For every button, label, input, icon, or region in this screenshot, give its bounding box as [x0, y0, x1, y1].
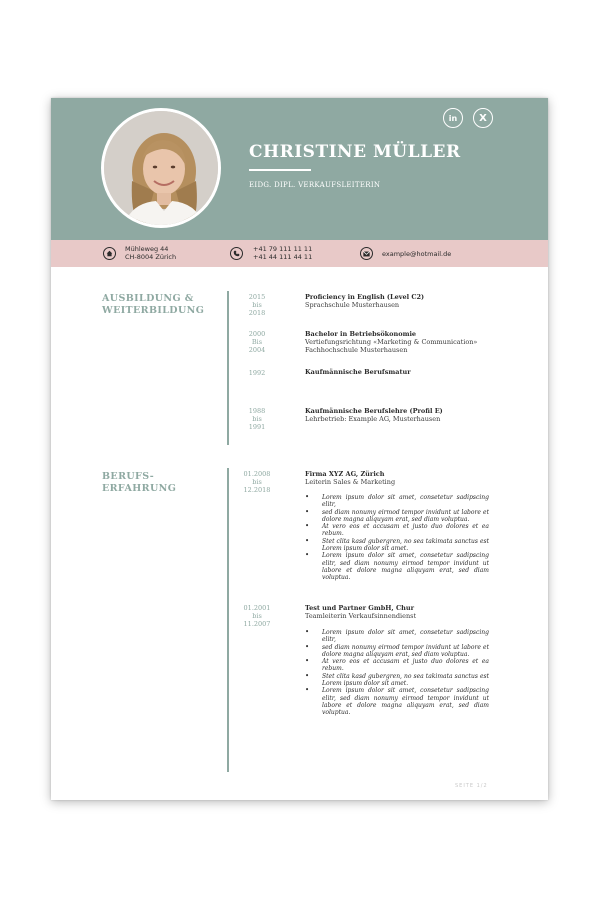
xing-icon[interactable]: X	[473, 108, 493, 128]
address-street: Mühleweg 44	[125, 245, 169, 253]
education-timeline-line	[227, 291, 229, 445]
list-item: • sed diam nonumy eirmod tempor invidunt ut labore et dolore magna aliquyam erat, sed diam voluptua.	[305, 644, 489, 659]
list-item: • Lorem ipsum dolor sit amet, consetetur sadipscing elitr, sed diam nonumy eirmod tempor invidunt ut labore et dolore magna aliquyam erat, sed diam voluptua.	[305, 552, 489, 581]
list-item: • Lorem ipsum dolor sit amet, consetetur sadipscing elitr,	[305, 629, 489, 644]
list-item: • sed diam nonumy eirmod tempor invidunt ut labore et dolore magna aliquyam erat, sed diam voluptua.	[305, 509, 489, 524]
list-item: • Lorem ipsum dolor sit amet, consetetur sadipscing elitr,	[305, 494, 489, 509]
experience-timeline-line	[227, 468, 229, 772]
phone-mobile[interactable]: +41 79 111 11 11	[253, 245, 313, 253]
name-underline	[249, 169, 311, 171]
experience-bullet-list	[305, 629, 489, 717]
address-city: CH-8004 Zürich	[125, 253, 177, 261]
experience-date: 01.2001 bis 11.2007	[243, 604, 271, 628]
education-date: 1992	[248, 369, 266, 377]
email-address[interactable]: example@hotmail.de	[382, 250, 452, 258]
home-icon	[103, 247, 116, 260]
candidate-name: CHRISTINE MÜLLER	[249, 142, 461, 162]
experience-section-title: BERUFS- ERFAHRUNG	[102, 471, 177, 494]
page-number: SEITE 1/2	[455, 783, 488, 789]
list-item: • Lorem ipsum dolor sit amet, consetetur sadipscing elitr, sed diam nonumy eirmod tempor invidunt ut labore et dolore magna aliquyam erat, sed diam voluptua.	[305, 687, 489, 716]
mail-icon	[360, 247, 373, 260]
experience-bullet-list	[305, 494, 489, 582]
profile-photo	[101, 108, 221, 228]
list-item: • At vero eos et accusam et justo duo dolores et ea rebum.	[305, 523, 489, 538]
list-item: • Stet clita kasd gubergren, no sea takimata sanctus est Lorem ipsum dolor sit amet.	[305, 538, 489, 553]
education-date: 2015 bis 2018	[248, 293, 266, 317]
education-entry: Bachelor in Betriebsökonomie Vertiefungsrichtung «Marketing & Communication» Fachhochschule Musterhausen	[305, 330, 478, 354]
cv-page	[51, 98, 548, 800]
address	[125, 245, 176, 261]
job-title: EIDG. DIPL. VERKAUFSLEITERIN	[249, 181, 381, 189]
phone-numbers	[253, 245, 312, 261]
experience-entry: Firma XYZ AG, Zürich Leiterin Sales & Marketing	[305, 470, 396, 486]
education-entry: Kaufmännische Berufslehre (Profil E) Lehrbetrieb: Example AG, Musterhausen	[305, 407, 443, 423]
list-item: • Stet clita kasd gubergren, no sea takimata sanctus est Lorem ipsum dolor sit amet.	[305, 673, 489, 688]
experience-date: 01.2008 bis 12.2018	[243, 470, 271, 494]
education-entry: Proficiency in English (Level C2) Sprachschule Musterhausen	[305, 293, 425, 309]
experience-entry: Test und Partner GmbH, Chur Teamleiterin Verkaufsinnendienst	[305, 604, 417, 620]
education-date: 1988 bis 1991	[248, 407, 266, 431]
education-entry: Kaufmännische Berufsmatur	[305, 368, 411, 376]
list-item: • At vero eos et accusam et justo duo dolores et ea rebum.	[305, 658, 489, 673]
education-date: 2000 Bis 2004	[248, 330, 266, 354]
education-section-title: AUSBILDUNG & WEITERBILDUNG	[102, 293, 205, 316]
phone-landline[interactable]: +41 44 111 44 11	[253, 253, 313, 261]
linkedin-icon[interactable]: in	[443, 108, 463, 128]
phone-icon	[230, 247, 243, 260]
